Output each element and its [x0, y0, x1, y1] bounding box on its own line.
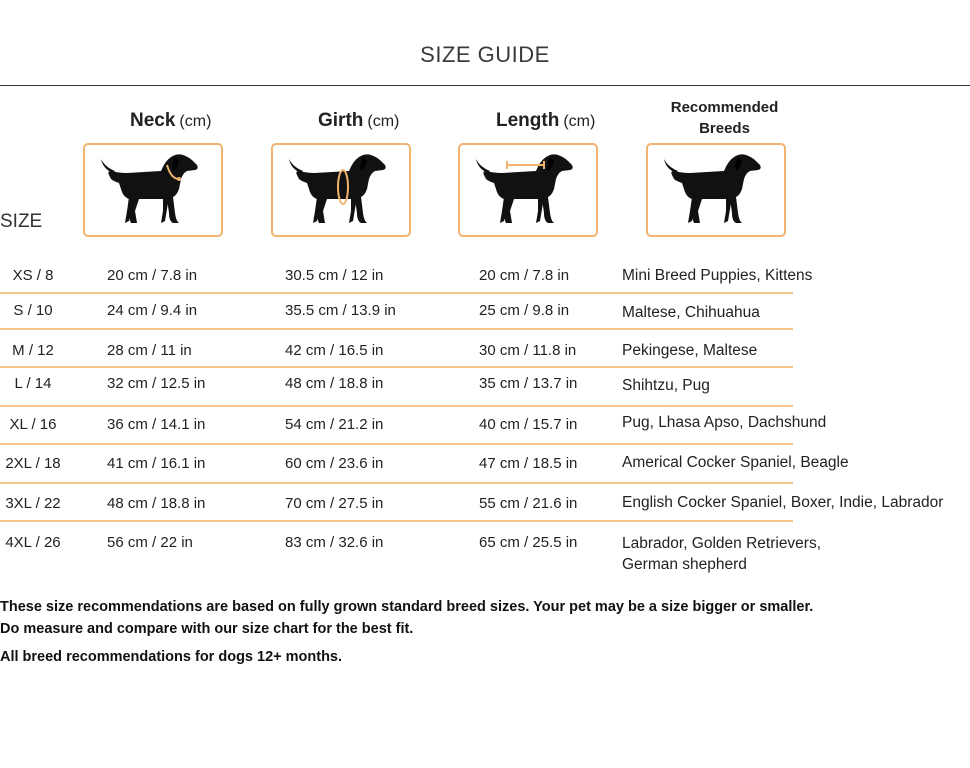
breed-box	[646, 143, 786, 237]
neck-cell: 32 cm / 12.5 in	[107, 375, 206, 392]
neck-cell: 56 cm / 22 in	[107, 534, 193, 551]
table-row	[0, 266, 970, 302]
length-header-label: Length	[496, 110, 560, 131]
size-cell: 4XL / 26	[5, 534, 61, 551]
row-divider	[0, 328, 793, 330]
note-line: These size recommendations are based on fully grown standard breed sizes. Your pet may be a size bigger or smaller.	[0, 599, 814, 615]
girth-cell: 35.5 cm / 13.9 in	[285, 302, 396, 319]
row-divider	[0, 405, 793, 407]
girth-cell: 60 cm / 23.6 in	[285, 455, 384, 472]
note-line: Do measure and compare with our size chart for the best fit.	[0, 621, 414, 637]
length-measure-box	[458, 143, 598, 237]
breeds-line: German shepherd	[622, 556, 747, 573]
size-cell: L / 14	[14, 375, 52, 392]
breeds-line: Pekingese, Maltese	[622, 342, 758, 359]
breeds-cell	[622, 413, 826, 433]
girth-cell: 70 cm / 27.5 in	[285, 495, 384, 512]
breeds-line: Mini Breed Puppies, Kittens	[622, 267, 813, 284]
breeds-cell	[622, 303, 760, 323]
girth-cell: 83 cm / 32.6 in	[285, 534, 384, 551]
row-divider	[0, 443, 793, 445]
breeds-line: Labrador, Golden Retrievers,	[622, 535, 822, 552]
row-divider	[0, 292, 793, 294]
breeds-cell	[622, 533, 821, 575]
length-cell: 30 cm / 11.8 in	[479, 342, 577, 359]
breeds-line: Maltese, Chihuahua	[622, 304, 760, 321]
neck-cell: 20 cm / 7.8 in	[107, 267, 198, 284]
length-cell: 65 cm / 25.5 in	[479, 534, 578, 551]
girth-header-label: Girth	[318, 110, 364, 131]
size-cell: 2XL / 18	[5, 455, 61, 472]
breeds-cell	[622, 453, 849, 473]
length-cell: 25 cm / 9.8 in	[479, 302, 570, 319]
dog-breed-icon	[662, 149, 770, 229]
recommended-header-line-1: Recommended	[670, 99, 779, 116]
girth-cell: 42 cm / 16.5 in	[285, 342, 384, 359]
neck-cell: 28 cm / 11 in	[107, 342, 192, 359]
title-divider	[0, 85, 970, 86]
row-divider	[0, 482, 793, 484]
breeds-cell	[622, 493, 943, 513]
girth-cell: 48 cm / 18.8 in	[285, 375, 384, 392]
girth-header-unit: (cm)	[367, 113, 400, 130]
table-row	[0, 415, 970, 451]
girth-cell: 54 cm / 21.2 in	[285, 416, 384, 433]
neck-header-label: Neck	[130, 110, 176, 131]
girth-measure-box	[271, 143, 411, 237]
breeds-line: English Cocker Spaniel, Boxer, Indie, Labrador	[622, 494, 944, 511]
breeds-cell	[622, 341, 757, 361]
neck-measure-box	[83, 143, 223, 237]
recommended-header-line-2: Breeds	[699, 120, 750, 137]
dog-length-measure-icon	[474, 149, 582, 229]
neck-cell: 41 cm / 16.1 in	[107, 455, 206, 472]
size-notes	[0, 596, 813, 668]
length-header-unit: (cm)	[563, 113, 596, 130]
neck-cell: 36 cm / 14.1 in	[107, 416, 206, 433]
dog-neck-measure-icon	[99, 149, 207, 229]
table-row	[0, 454, 970, 490]
size-column-header: SIZE	[0, 211, 43, 232]
neck-cell: 24 cm / 9.4 in	[107, 302, 198, 319]
note-line: All breed recommendations for dogs 12+ months.	[0, 649, 343, 665]
size-cell: XS / 8	[12, 267, 54, 284]
dog-girth-measure-icon	[287, 149, 395, 229]
table-row	[0, 533, 970, 573]
length-header	[496, 110, 595, 132]
breeds-line: Shihtzu, Pug	[622, 377, 710, 394]
table-row	[0, 301, 970, 337]
breeds-cell	[622, 266, 812, 286]
breeds-cell	[622, 376, 710, 396]
recommended-breeds-header	[652, 97, 797, 139]
page-title: SIZE GUIDE	[420, 42, 550, 67]
length-cell: 40 cm / 15.7 in	[479, 416, 578, 433]
table-row	[0, 341, 970, 377]
girth-header	[318, 110, 399, 132]
neck-cell: 48 cm / 18.8 in	[107, 495, 206, 512]
breeds-line: Americal Cocker Spaniel, Beagle	[622, 454, 849, 471]
size-cell: XL / 16	[9, 416, 57, 433]
neck-header-unit: (cm)	[179, 113, 212, 130]
length-cell: 20 cm / 7.8 in	[479, 267, 570, 284]
length-cell: 35 cm / 13.7 in	[479, 375, 578, 392]
length-cell: 55 cm / 21.6 in	[479, 495, 578, 512]
size-cell: M / 12	[12, 342, 54, 359]
neck-header	[130, 110, 211, 132]
length-cell: 47 cm / 18.5 in	[479, 455, 578, 472]
size-cell: S / 10	[13, 302, 53, 319]
breeds-line: Pug, Lhasa Apso, Dachshund	[622, 414, 827, 431]
girth-cell: 30.5 cm / 12 in	[285, 267, 384, 284]
row-divider	[0, 366, 793, 368]
table-row	[0, 494, 970, 530]
row-divider	[0, 520, 793, 522]
size-cell: 3XL / 22	[5, 495, 61, 512]
